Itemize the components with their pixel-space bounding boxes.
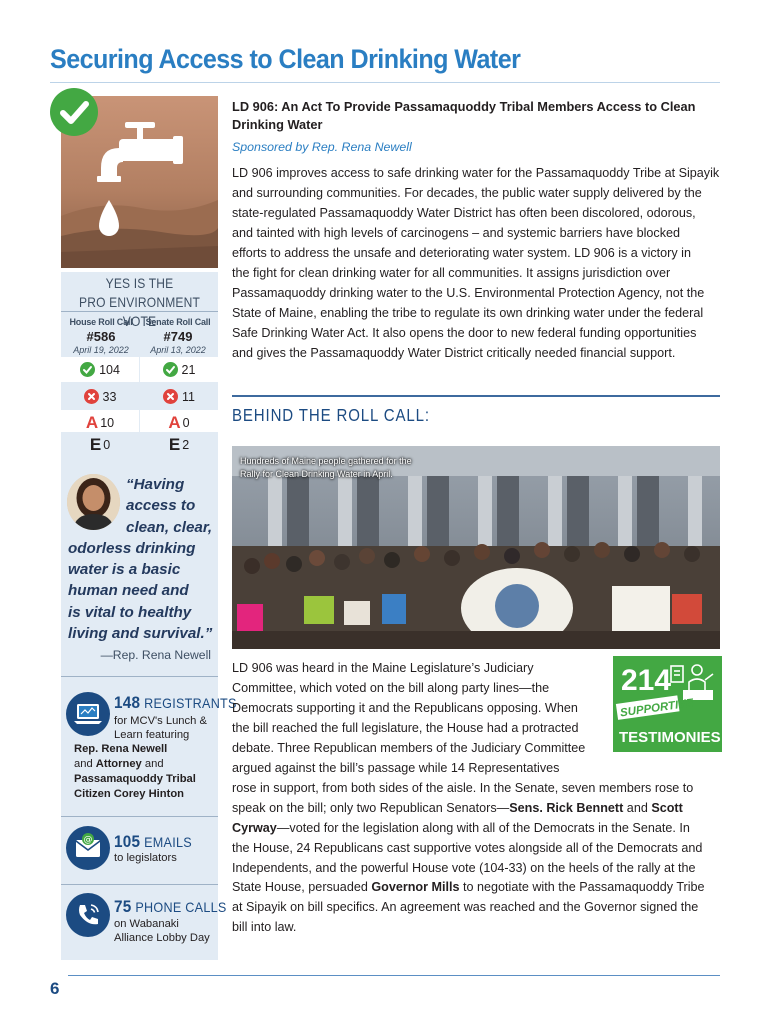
narrative-line bbox=[232, 878, 726, 898]
speaker-line bbox=[74, 757, 196, 772]
summary-line: and tainted with high levels of carcinogens – and systemic barriers have blocked bbox=[232, 225, 681, 240]
speaker-text: and bbox=[141, 758, 164, 770]
vote-heading-divider bbox=[61, 311, 218, 312]
narrative-text: speak on the bill; only two Republican Senators— bbox=[232, 800, 510, 815]
house-roll-call-date: April 19, 2022 bbox=[73, 345, 129, 355]
governor-name: Governor Mills bbox=[371, 880, 460, 895]
registrants-label: REGISTRANTS bbox=[144, 695, 237, 711]
calls-text: on Wabanaki bbox=[114, 918, 179, 930]
caption-line: Rally for Clean Drinking Water in April. bbox=[240, 469, 393, 479]
summary-line: Safe Drinking Water Act. It also opens the door to new federal funding opportunities bbox=[232, 325, 697, 340]
narrative-line: debate. Three Republican members of the Judiciary Committee bbox=[232, 740, 586, 755]
registrants-speakers bbox=[74, 742, 196, 802]
senate-roll-call bbox=[140, 317, 216, 355]
house-roll-call-label: House Roll Call bbox=[69, 317, 133, 327]
summary-line: the fight for clean drinking water for all communities. It assigns jurisdiction over bbox=[232, 265, 671, 280]
speaker-name: Citizen Corey Hinton bbox=[74, 788, 185, 800]
section-heading: BEHIND THE ROLL CALL: bbox=[232, 405, 430, 425]
narrative-line: at Sipayik on bill specifics. An agreement was reached and the Governor signed the bbox=[232, 900, 699, 915]
pull-quote bbox=[68, 474, 218, 644]
senate-yes-count: 21 bbox=[181, 362, 196, 377]
calls-label: PHONE CALLS bbox=[135, 899, 227, 915]
narrative-line: Committee, which voted on the bill along party lines—the bbox=[232, 680, 550, 695]
senate-excused-tally bbox=[140, 432, 218, 457]
quote-line: access to bbox=[126, 497, 196, 515]
speaker-name: Rep. Rena Newell bbox=[74, 743, 168, 755]
narrative-line bbox=[232, 799, 726, 819]
bill-sponsor: Sponsored by Rep. Rena Newell bbox=[232, 140, 412, 154]
emails-heading bbox=[114, 832, 192, 852]
house-absent-count: 10 bbox=[100, 415, 115, 430]
phone-icon bbox=[66, 893, 110, 937]
senate-roll-call-label: Senate Roll Call bbox=[145, 317, 211, 327]
absent-letter: A bbox=[85, 412, 99, 432]
stats-divider bbox=[61, 816, 218, 817]
quote-line: human need and bbox=[68, 582, 189, 600]
registrants-count: 148 bbox=[114, 693, 141, 712]
calls-text: Alliance Lobby Day bbox=[114, 932, 210, 944]
emails-count: 105 bbox=[114, 832, 141, 851]
vote-heading-line2: PRO ENVIRONMENT VOTE bbox=[79, 294, 200, 329]
senator-name: Sens. Rick Bennett bbox=[509, 800, 624, 815]
no-x-icon bbox=[84, 389, 99, 404]
registrants-heading bbox=[114, 693, 237, 713]
absent-letter: A bbox=[168, 412, 181, 432]
bill-summary bbox=[232, 164, 726, 364]
no-x-icon bbox=[163, 389, 178, 404]
excused-letter: E bbox=[168, 434, 181, 454]
bill-title-line2: Drinking Water bbox=[232, 117, 323, 132]
narrative-line: argued against the bill’s passage while 14 Representatives bbox=[232, 760, 560, 775]
speaker-name: Attorney bbox=[95, 758, 142, 770]
speaker-name: Passamaquoddy Tribal bbox=[74, 773, 196, 785]
stats-divider bbox=[61, 676, 218, 677]
testimonies-supportive: SUPPORTIVE bbox=[619, 697, 695, 720]
senate-no-count: 11 bbox=[182, 389, 195, 404]
vote-heading-line1: YES IS THE bbox=[105, 275, 174, 291]
narrative-line: Democrats supporting it and the Republicans opposing. When bbox=[232, 700, 578, 715]
registrants-text: for MCV's Lunch & bbox=[114, 715, 207, 727]
bill-title-line1: LD 906: An Act To Provide Passamaquoddy Tribal Members Access to Clean bbox=[232, 99, 696, 114]
narrative-line: the House, 24 Republicans cast supportive votes alongside all of the Democrats and bbox=[232, 840, 703, 855]
stats-divider bbox=[61, 884, 218, 885]
narrative-text: to negotiate with the Passamaquoddy Tribe bbox=[459, 880, 705, 895]
narrative-line: rose in support, from both sides of the aisle. In the Senate, seven members rose to bbox=[232, 780, 694, 795]
narrative-line: the bill reached the full legislature, the House had a protracted bbox=[232, 720, 579, 735]
senator-name: Scott bbox=[651, 800, 683, 815]
house-no-tally bbox=[61, 384, 139, 409]
summary-line: LD 906 improves access to safe drinking water for the Passamaquoddy Tribe at Sipayik bbox=[232, 166, 720, 180]
check-circle-icon bbox=[50, 88, 98, 136]
page-number: 6 bbox=[50, 979, 60, 998]
house-yes-count: 104 bbox=[99, 362, 120, 377]
footer-divider bbox=[68, 975, 720, 976]
senate-yes-tally bbox=[140, 357, 218, 382]
calls-heading bbox=[114, 897, 227, 917]
speaker-text: and bbox=[74, 758, 96, 770]
narrative-line bbox=[232, 819, 726, 839]
house-excused-count: 0 bbox=[103, 437, 111, 452]
quote-line: clean, clear, bbox=[126, 518, 213, 536]
senate-roll-call-number: #749 bbox=[163, 329, 193, 344]
registrants-text: Learn featuring bbox=[114, 729, 190, 741]
page-title: Securing Access to Clean Drinking Water bbox=[50, 44, 521, 74]
senate-excused-count: 2 bbox=[182, 437, 190, 452]
quote-line: odorless drinking bbox=[68, 539, 196, 557]
summary-line: and surrounding communities. For decades, the public water supply delivered by the bbox=[232, 185, 702, 200]
narrative-text: —voted for the legislation along with all of the Democrats in the Senate. In bbox=[276, 820, 690, 835]
house-yes-tally bbox=[61, 357, 139, 382]
narrative-line: LD 906 was heard in the Maine Legislature’s Judiciary bbox=[232, 661, 534, 675]
senate-absent-count: 0 bbox=[182, 415, 190, 430]
yes-check-icon bbox=[163, 362, 178, 377]
quote-line: living and survival.” bbox=[68, 625, 213, 643]
caption-line: Hundreds of Maine people gathered for the bbox=[240, 456, 412, 466]
laptop-icon bbox=[66, 692, 110, 736]
narrative-text: and bbox=[623, 800, 652, 815]
summary-line: State of Maine, enabling the tribe to regulate its own drinking water under the federal bbox=[232, 305, 704, 320]
testimonies-count: 214 bbox=[621, 664, 672, 697]
narrative-line: Independents, and the powerful House vote (104-33) on the heels of the rally at the bbox=[232, 860, 696, 875]
house-excused-tally bbox=[61, 432, 139, 457]
title-divider bbox=[50, 82, 720, 83]
emails-text: to legislators bbox=[114, 852, 177, 864]
testimonies-label: TESTIMONIES bbox=[619, 729, 721, 746]
email-icon bbox=[66, 826, 110, 870]
summary-line: state-regulated Passamaquoddy Water District has often been discolored, odorous, bbox=[232, 205, 696, 220]
narrative-text: State House, persuaded bbox=[232, 880, 372, 895]
section-divider bbox=[232, 395, 720, 397]
senator-name: Cyrway bbox=[232, 820, 277, 835]
quote-attribution: —Rep. Rena Newell bbox=[100, 648, 211, 662]
summary-line: efforts to address the unsafe and deteriorating water system. LD 906 is a victory in bbox=[232, 245, 691, 260]
quote-line: “Having bbox=[126, 476, 185, 493]
quote-line: is vital to healthy bbox=[68, 603, 192, 621]
summary-line: Passamaquoddy drinking water to the U.S. Environmental Protection Agency, not the bbox=[232, 285, 705, 300]
summary-line: and gives the Passamaquoddy Water District critically needed financial support. bbox=[232, 345, 676, 360]
calls-count: 75 bbox=[114, 897, 132, 916]
narrative-text bbox=[232, 659, 726, 938]
bill-title bbox=[232, 98, 722, 134]
emails-label: EMAILS bbox=[144, 834, 192, 850]
house-no-count: 33 bbox=[102, 389, 117, 404]
senate-no-tally bbox=[140, 384, 218, 409]
yes-check-icon bbox=[80, 362, 95, 377]
photo-caption bbox=[240, 455, 412, 481]
svg-text:@: @ bbox=[83, 835, 93, 845]
narrative-line: bill into law. bbox=[232, 920, 297, 935]
excused-letter: E bbox=[89, 434, 102, 454]
house-roll-call-number: #586 bbox=[86, 329, 116, 344]
house-roll-call bbox=[63, 317, 139, 355]
senate-roll-call-date: April 13, 2022 bbox=[150, 345, 206, 355]
quote-line: water is a basic bbox=[68, 561, 181, 579]
